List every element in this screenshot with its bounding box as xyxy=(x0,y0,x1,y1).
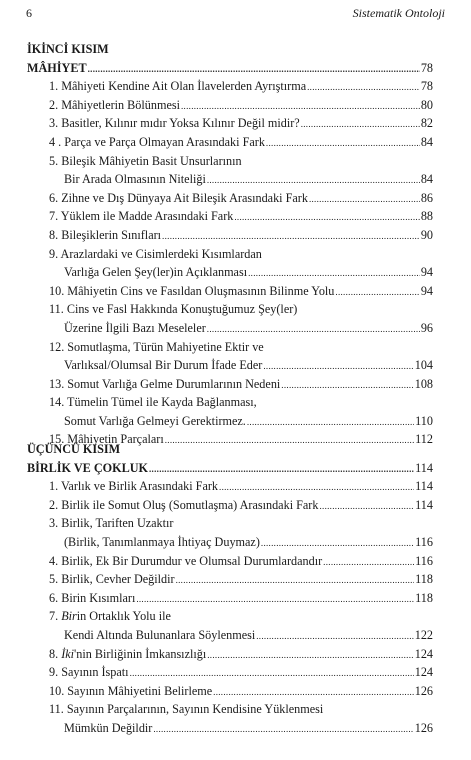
part-heading xyxy=(27,440,433,459)
leader-dots xyxy=(307,78,420,97)
part-heading-text: ÜÇÜNCÜ KISIM xyxy=(27,442,121,456)
toc-entry xyxy=(27,514,433,533)
toc-entry-title: Kendi Altında Bulunanlara Söylenmesi xyxy=(64,627,256,642)
leader-dots xyxy=(219,478,414,497)
toc-entry-title: 11. Cins ve Fasl Hakkında Konuştuğumuz Şey(ler) xyxy=(49,302,298,317)
toc-entry-page: 78 xyxy=(420,79,433,94)
toc-entry xyxy=(27,152,433,171)
chapter-entry xyxy=(27,459,433,478)
toc-entry-title: 7. Birin Ortaklık Yolu ile xyxy=(49,609,171,624)
toc-entry-title: 9. Sayının İspatı xyxy=(49,665,129,680)
toc-entry xyxy=(27,356,433,375)
chapter-entry xyxy=(27,59,433,78)
page-number: 6 xyxy=(26,6,32,20)
toc-entry xyxy=(27,645,433,664)
part-heading-text: İKİNCİ KISIM xyxy=(27,42,109,56)
leader-dots xyxy=(176,571,415,590)
toc-entry xyxy=(27,570,433,589)
leader-dots xyxy=(207,646,413,665)
leader-dots xyxy=(136,590,414,609)
toc-entry-page: 84 xyxy=(420,134,433,149)
leader-dots xyxy=(323,553,414,572)
toc-entry xyxy=(27,682,433,701)
toc-entry xyxy=(27,533,433,552)
toc-entry-page: 84 xyxy=(420,172,433,187)
leader-dots xyxy=(181,97,420,116)
leader-dots xyxy=(248,264,420,283)
toc-entry-page: 116 xyxy=(415,553,433,568)
page-header xyxy=(26,6,445,22)
toc-entry-title: 2. Mâhiyetlerin Bölünmesi xyxy=(49,97,180,112)
toc-entry-title: Varlıksal/Olumsal Bir Durum İfade Eder xyxy=(64,358,263,373)
leader-dots xyxy=(281,376,413,395)
toc-entry-title: 1. Mâhiyeti Kendine Ait Olan İlavelerden Ayrıştırma xyxy=(49,79,307,94)
toc-entry-title: 4 . Parça ve Parça Olmayan Arasındaki Fark xyxy=(49,134,265,149)
leader-dots xyxy=(309,190,420,209)
toc-entry-title: 10. Sayının Mâhiyetini Belirleme xyxy=(49,683,213,698)
toc-entry-page: 90 xyxy=(420,227,433,242)
toc-entry xyxy=(27,719,433,738)
chapter-title: MÂHİYET xyxy=(27,60,87,75)
toc-entry-page: 104 xyxy=(414,358,433,373)
leader-dots xyxy=(153,720,413,739)
toc-entry-title: Varlığa Gelen Şey(ler)in Açıklanması xyxy=(64,265,248,280)
toc-entry-title: (Birlik, Tanımlanmaya İhtiyaç Duymaz) xyxy=(64,534,260,549)
toc-entry-page: 110 xyxy=(415,413,433,428)
toc-entry xyxy=(27,589,433,608)
toc-entry xyxy=(27,412,433,431)
toc-entry-page: 126 xyxy=(414,683,433,698)
toc-entry xyxy=(27,626,433,645)
toc-entry xyxy=(27,133,433,152)
toc-entry-page: 114 xyxy=(415,479,433,494)
leader-dots xyxy=(213,683,414,702)
leader-dots xyxy=(319,497,414,516)
toc-entry xyxy=(27,663,433,682)
toc-entry xyxy=(27,263,433,282)
toc-entry-page: 82 xyxy=(420,116,433,131)
toc-entry-title: Bir Arada Olmasının Niteliği xyxy=(64,172,206,187)
toc-entry-page: 124 xyxy=(414,665,433,680)
toc-entry xyxy=(27,393,433,412)
toc-entry xyxy=(27,207,433,226)
toc-entry-title: 12. Somutlaşma, Türün Mahiyetine Ektir ve xyxy=(49,339,264,354)
toc-entry-title: 6. Zihne ve Dış Dünyaya Ait Bileşik Arasındaki Fark xyxy=(49,190,308,205)
toc-entry-title: 5. Birlik, Cevher Değildir xyxy=(49,572,175,587)
running-title: Sistematik Ontoloji xyxy=(352,6,445,20)
toc-entry xyxy=(27,477,433,496)
toc-section-part-3 xyxy=(27,440,433,738)
leader-dots xyxy=(335,283,419,302)
toc-entry-page: 122 xyxy=(414,627,433,642)
toc-entry xyxy=(27,226,433,245)
toc-entry xyxy=(27,338,433,357)
leader-dots xyxy=(149,460,414,479)
toc-entry-title: 11. Sayının Parçalarının, Sayının Kendisine Yüklenmesi xyxy=(49,702,324,717)
toc-section-part-2 xyxy=(27,40,433,449)
toc-entry xyxy=(27,552,433,571)
leader-dots xyxy=(234,208,419,227)
toc-entry-title: 15. Mâhiyetin Parçaları xyxy=(49,432,164,447)
toc-entry-page: 94 xyxy=(420,265,433,280)
toc-entry-title: 4. Birlik, Ek Bir Durumdur ve Olumsal Durumlardandır xyxy=(49,553,323,568)
leader-dots xyxy=(263,357,413,376)
toc-entry-page: 108 xyxy=(414,376,433,391)
leader-dots xyxy=(130,664,414,683)
toc-entry-title: 8. Bileşiklerin Sınıfları xyxy=(49,227,162,242)
toc-entry-page: 112 xyxy=(415,432,433,447)
toc-entry-page: 116 xyxy=(415,534,433,549)
toc-entry-title: Somut Varlığa Gelmeyi Gerektirmez. xyxy=(64,413,246,428)
leader-dots xyxy=(88,60,420,79)
toc-entry-title: 1. Varlık ve Birlik Arasındaki Fark xyxy=(49,479,219,494)
leader-dots xyxy=(266,134,420,153)
toc-entry xyxy=(27,170,433,189)
toc-entry-title: 10. Mâhiyetin Cins ve Fasıldan Oluşmasının Bilinme Yolu xyxy=(49,283,335,298)
toc-entry-page: 118 xyxy=(415,590,433,605)
leader-dots xyxy=(162,227,420,246)
toc-entry xyxy=(27,114,433,133)
toc-entry xyxy=(27,245,433,264)
toc-entry xyxy=(27,77,433,96)
leader-dots xyxy=(256,627,413,646)
part-heading xyxy=(27,40,433,59)
toc-entry-page: 88 xyxy=(420,209,433,224)
toc-entry-title: 5. Bileşik Mâhiyetin Basit Unsurlarının xyxy=(49,153,242,168)
toc-entry-title: Mümkün Değildir xyxy=(64,720,153,735)
leader-dots xyxy=(207,171,420,190)
toc-entry xyxy=(27,496,433,515)
toc-entry xyxy=(27,375,433,394)
toc-entry-title: 2. Birlik ile Somut Oluş (Somutlaşma) Arasındaki Fark xyxy=(49,497,319,512)
toc-entry-title: 8. İki'nin Birliğinin İmkansızlığı xyxy=(49,646,207,661)
toc-entry xyxy=(27,319,433,338)
toc-entry xyxy=(27,282,433,301)
toc-entry-page: 118 xyxy=(415,572,433,587)
toc-entry xyxy=(27,189,433,208)
leader-dots xyxy=(301,115,420,134)
toc-entry-page: 96 xyxy=(420,320,433,335)
toc-entry-title: Üzerine İlgili Bazı Meseleler xyxy=(64,320,206,335)
toc-entry xyxy=(27,607,433,626)
chapter-title: BİRLİK VE ÇOKLUK xyxy=(27,460,148,475)
toc-entry-page: 94 xyxy=(420,283,433,298)
leader-dots xyxy=(261,534,414,553)
leader-dots xyxy=(207,320,420,339)
toc-entry-title: 3. Basitler, Kılınır mıdır Yoksa Kılınır Değil midir? xyxy=(49,116,300,131)
toc-entry-title: 6. Birin Kısımları xyxy=(49,590,136,605)
toc-entry xyxy=(27,300,433,319)
toc-entry-title: 13. Somut Varlığa Gelme Durumlarının Nedeni xyxy=(49,376,281,391)
chapter-page: 114 xyxy=(415,460,433,475)
toc-entry-page: 114 xyxy=(415,497,433,512)
toc-entry-page: 80 xyxy=(420,97,433,112)
toc-entry-page: 86 xyxy=(420,190,433,205)
toc-entry-title: 3. Birlik, Tariften Uzaktır xyxy=(49,516,174,531)
leader-dots xyxy=(247,413,414,432)
toc-entry-page: 124 xyxy=(414,646,433,661)
chapter-page: 78 xyxy=(420,60,433,75)
toc-entry-title: 14. Tümelin Tümel ile Kayda Bağlanması, xyxy=(49,395,257,410)
toc-entry-title: 7. Yüklem ile Madde Arasındaki Fark xyxy=(49,209,234,224)
toc-entry-title: 9. Arazlardaki ve Cisimlerdeki Kısımlardan xyxy=(49,246,262,261)
toc-entry-page: 126 xyxy=(414,720,433,735)
toc-entry xyxy=(27,96,433,115)
toc-entry xyxy=(27,700,433,719)
